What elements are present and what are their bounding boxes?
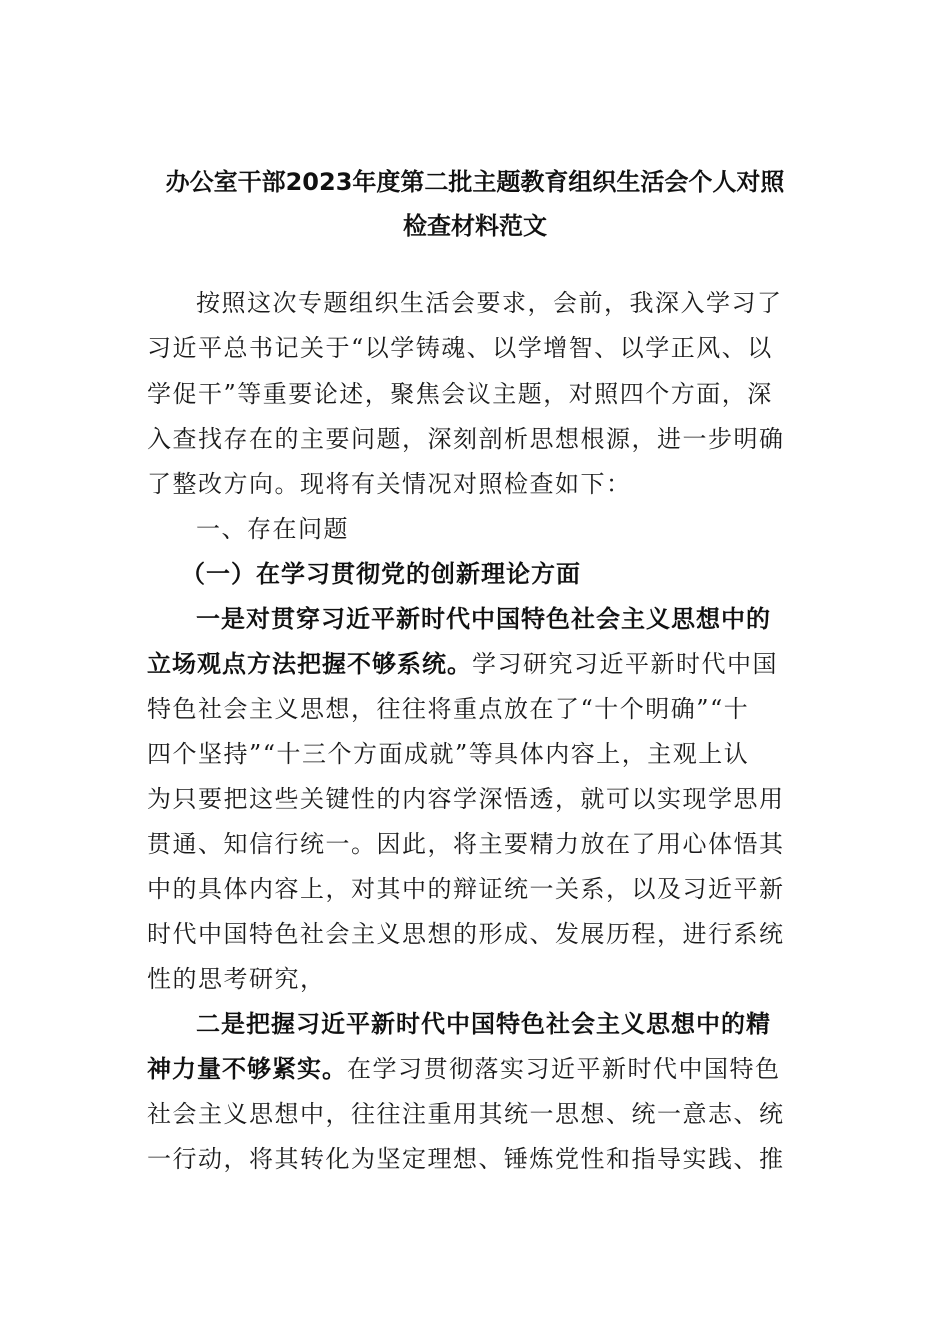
point1-line-2-rest: 学习研究习近平新时代中国 — [472, 650, 778, 678]
point1-line-6: 贯通、知信行统一。因此，将主要精力放在了用心体悟其 — [147, 830, 785, 858]
document-title-line-1: 办公室干部2023年度第二批主题教育组织生活会个人对照 — [165, 168, 785, 196]
point1-line-8: 时代中国特色社会主义思想的形成、发展历程，进行系统 — [147, 920, 785, 948]
point2-line-4: 一行动，将其转化为坚定理想、锤炼党性和指导实践、推 — [147, 1145, 785, 1173]
point1-bold-line-1: 一是对贯穿习近平新时代中国特色社会主义思想中的 — [196, 605, 771, 633]
point1-line-5: 为只要把这些关键性的内容学深悟透，就可以实现学思用 — [147, 785, 785, 813]
intro-line-3: 学促干”等重要论述，聚焦会议主题，对照四个方面，深 — [147, 380, 773, 408]
point1-line-9: 性的思考研究， — [147, 965, 326, 993]
intro-line-2: 习近平总书记关于“以学铸魂、以学增智、以学正风、以 — [147, 334, 773, 362]
point1-line-7: 中的具体内容上，对其中的辩证统一关系，以及习近平新 — [147, 875, 785, 903]
point2-bold-line-2: 神力量不够紧实。 — [147, 1055, 347, 1083]
point1-line-2 — [147, 646, 787, 682]
point2-line-2-rest: 在学习贯彻落实习近平新时代中国特色 — [347, 1055, 781, 1083]
point2-line-2 — [147, 1051, 787, 1087]
point1-bold-line-2: 立场观点方法把握不够系统。 — [147, 650, 472, 678]
subsection-heading: （一）在学习贯彻党的创新理论方面 — [181, 560, 581, 588]
intro-line-4: 入查找存在的主要问题，深刻剖析思想根源，进一步明确 — [147, 425, 785, 453]
point2-line-3: 社会主义思想中，往往注重用其统一思想、统一意志、统 — [147, 1100, 785, 1128]
section-heading: 一、存在问题 — [196, 515, 349, 543]
intro-line-1: 按照这次专题组织生活会要求，会前，我深入学习了 — [196, 289, 783, 317]
point2-bold-line-1: 二是把握习近平新时代中国特色社会主义思想中的精 — [196, 1010, 771, 1038]
document-title-line-2: 检查材料范文 — [403, 212, 547, 240]
point1-line-3: 特色社会主义思想，往往将重点放在了“十个明确”“十 — [147, 695, 750, 723]
point1-line-4: 四个坚持”“十三个方面成就”等具体内容上，主观上认 — [147, 740, 750, 768]
intro-line-5: 了整改方向。现将有关情况对照检查如下： — [147, 470, 632, 498]
